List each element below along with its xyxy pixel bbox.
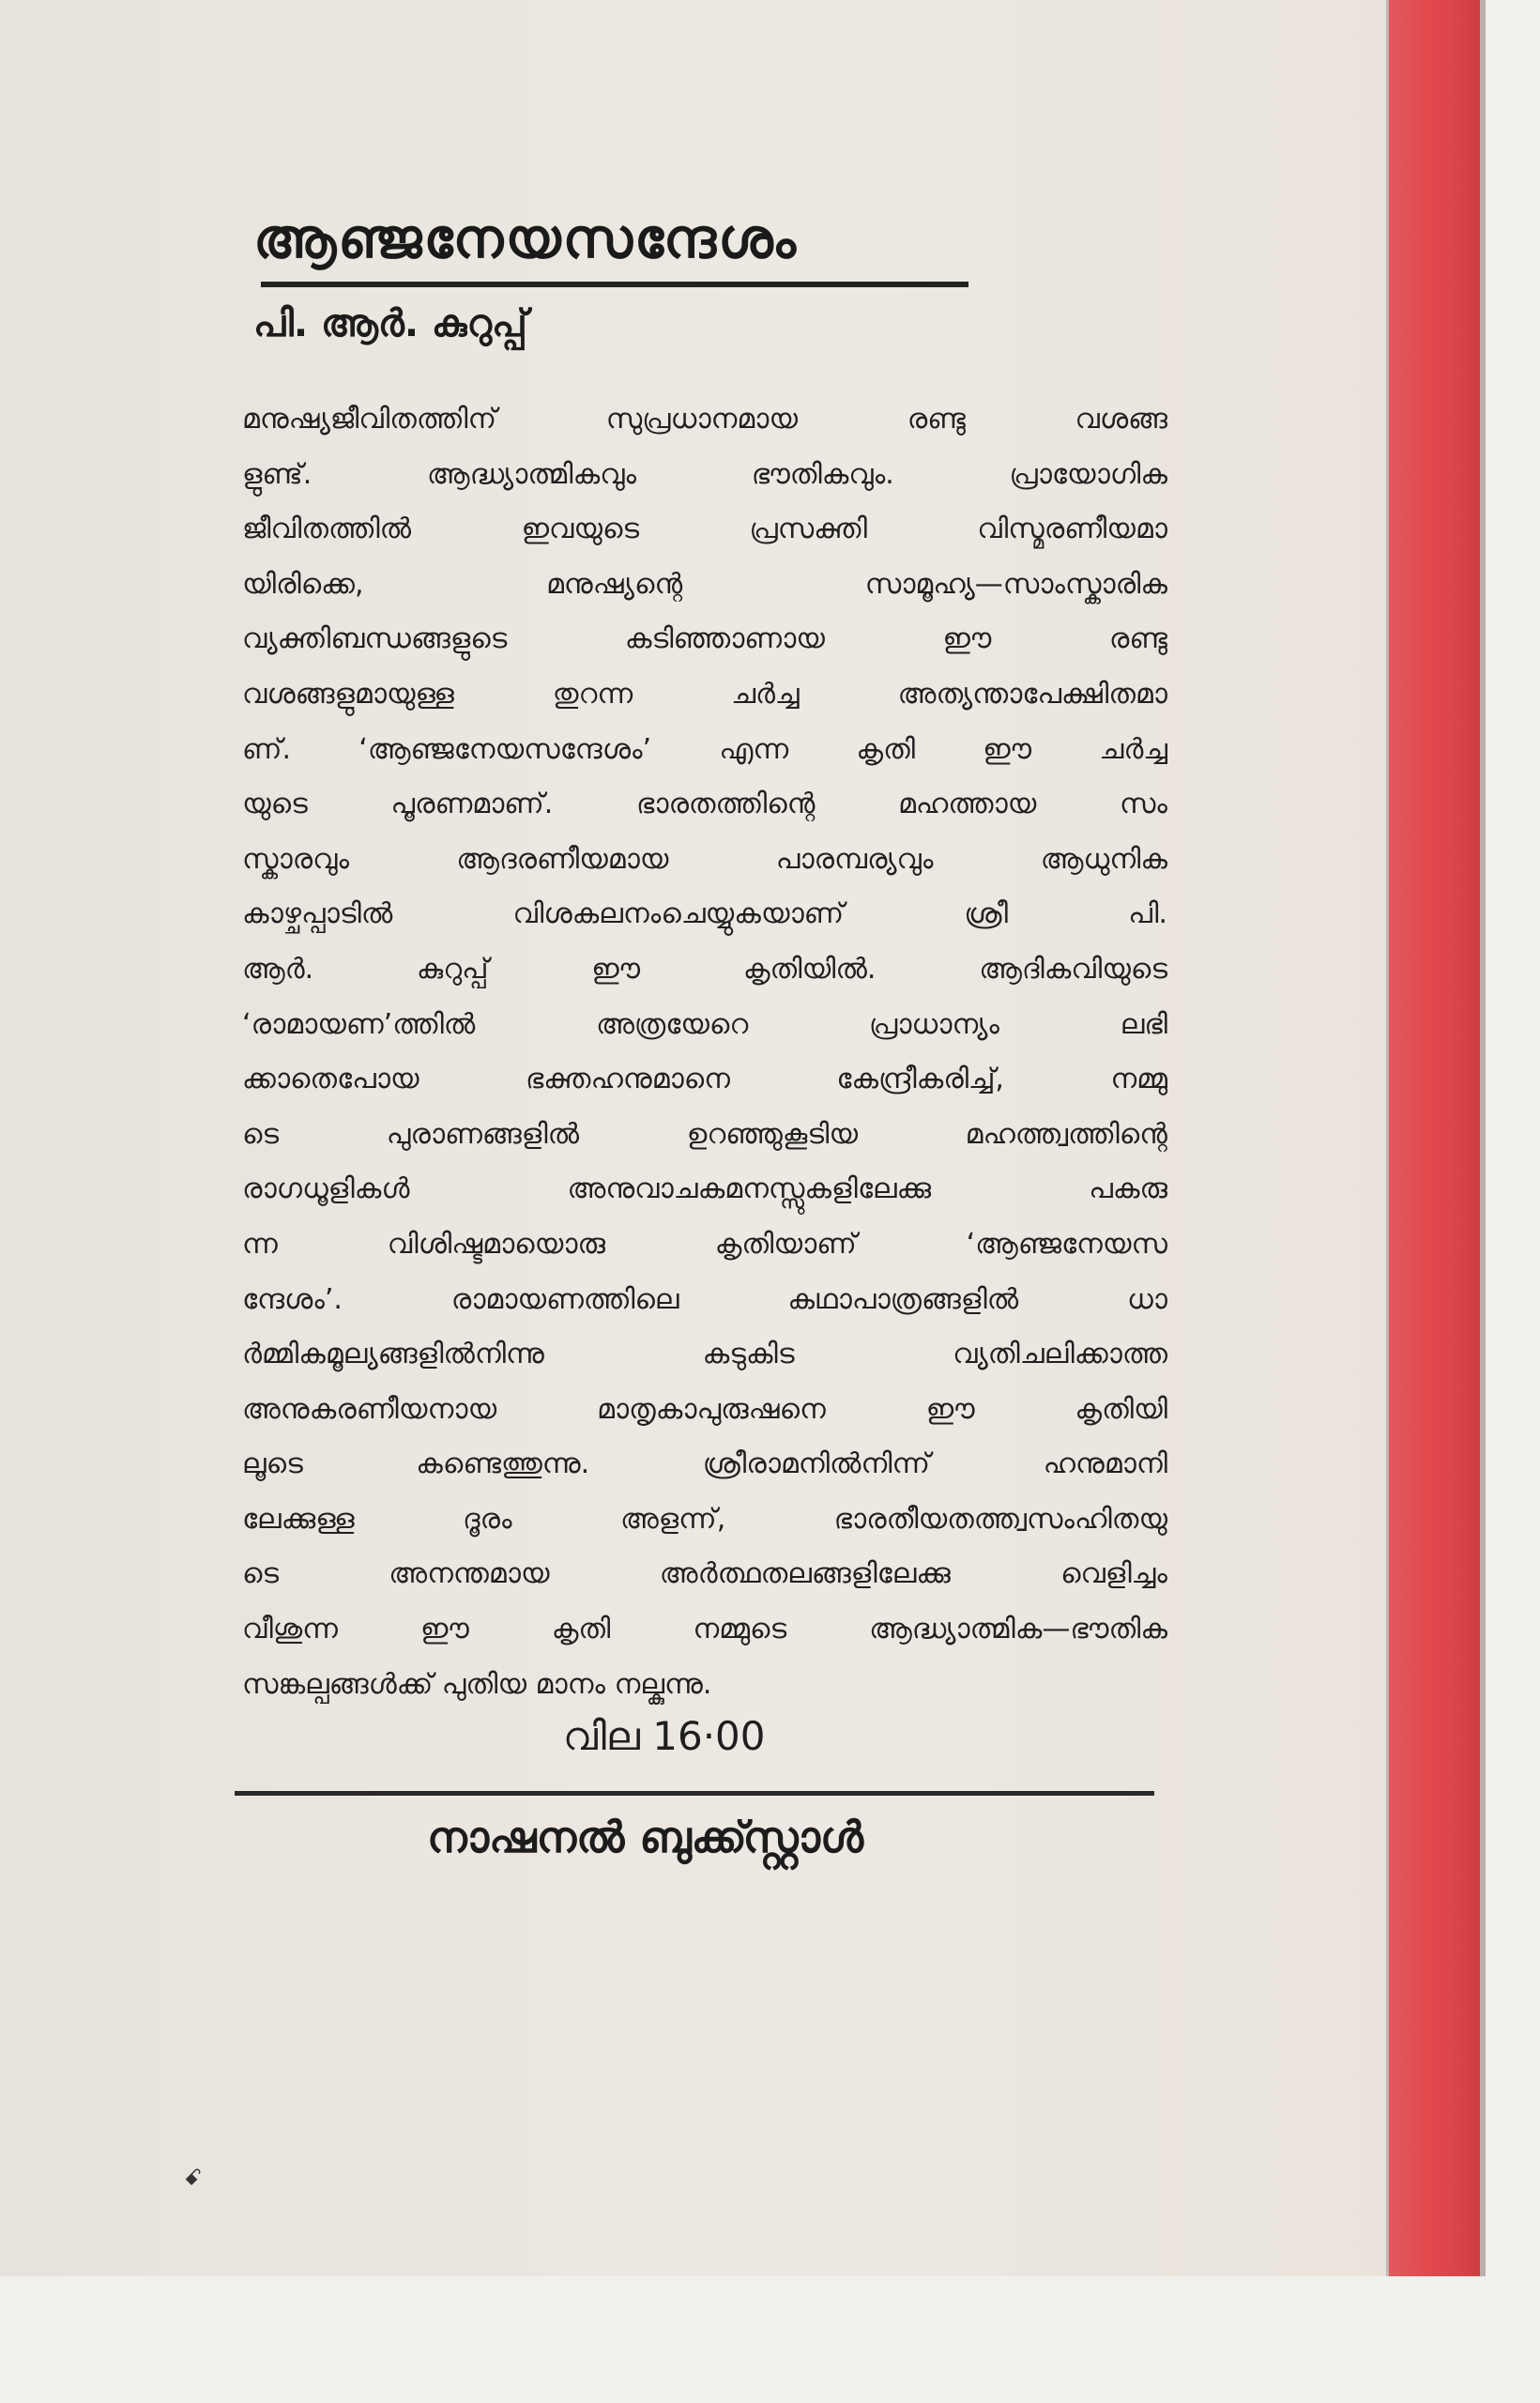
price-label: വില 16·00 <box>563 1713 766 1759</box>
blurb-line: മനുഷ്യജീവിതത്തിന് സുപ്രധാനമായ രണ്ടു വശങ്ങ <box>242 403 1167 436</box>
blurb-line: സങ്കല്പങ്ങൾക്ക് പുതിയ മാനം നല്കുന്നു. <box>242 1667 712 1701</box>
blurb-line: അനുകരണീയനായ മാതൃകാപുരുഷനെ ഈ കൃതിയി <box>242 1392 1167 1426</box>
blurb-line: കാഴ്ചപ്പാടിൽ വിശകലനംചെയ്യുകയാണ് ശ്രീ പി. <box>242 897 1167 931</box>
blurb-line: ആർ. കുറുപ്പ് ഈ കൃതിയിൽ. ആദികവിയുടെ <box>242 952 1167 986</box>
spine-edge <box>1480 0 1486 2276</box>
scan-background <box>0 2276 1540 2403</box>
blurb-line: വശങ്ങളുമായുള്ള തുറന്ന ചർച്ച അത്യന്താപേക്ഷിതമാ <box>242 677 1167 711</box>
author-name: പി. ആർ. കുറുപ്പ് <box>253 302 527 345</box>
blurb-line: സ്കാരവും ആദരണീയമായ പാരമ്പര്യവും ആധുനിക <box>242 842 1167 876</box>
blurb-line: ന്ന വിശിഷ്ടമായൊരു കൃതിയാണ് ‘ആഞ്ജനേയസ <box>242 1227 1167 1261</box>
footer-divider <box>235 1791 1154 1796</box>
publisher-name: നാഷനൽ ബുക്ക്സ്റ്റാൾ <box>427 1812 864 1862</box>
blurb-line: യുടെ പൂരണമാണ്. ഭാരതത്തിന്റെ മഹത്തായ സം <box>242 788 1167 821</box>
blurb-line: ‘രാമായണ’ത്തിൽ അത്രയേറെ പ്രാധാന്യം ലഭി <box>242 1007 1167 1041</box>
blurb-line: ലേക്കുള്ള ദൂരം അളന്ന്, ഭാരതീയതത്ത്വസംഹിതയു <box>242 1502 1167 1536</box>
blurb-line: ർമ്മികമൂല്യങ്ങളിൽനിന്നു കടുകിട വ്യതിചലിക്കാത്ത <box>242 1338 1167 1371</box>
blurb-line: ണ്. ‘ആഞ്ജനേയസന്ദേശം’ എന്ന കൃതി ഈ ചർച്ച <box>242 732 1167 766</box>
blurb-line: ന്ദേശം’. രാമായണത്തിലെ കഥാപാത്രങ്ങളിൽ ധാ <box>242 1282 1167 1316</box>
blurb-line: യിരിക്കെ, മനുഷ്യന്റെ സാമൂഹ്യ—സാംസ്കാരിക <box>242 567 1167 601</box>
blurb-line: രാഗധൂളികൾ അനുവാചകമനസ്സുകളിലേക്കു പകരു <box>242 1172 1167 1206</box>
blurb-line: വീശുന്ന ഈ കൃതി നമ്മുടെ ആദ്ധ്യാത്മിക—ഭൗതിക <box>242 1613 1167 1646</box>
blurb-line: ടെ അനന്തമായ അർത്ഥതലങ്ങളിലേക്കു വെളിച്ചം <box>242 1557 1167 1591</box>
book-spine <box>1386 0 1483 2276</box>
title-underline <box>261 282 968 287</box>
blurb <box>242 392 1167 1712</box>
blurb-line: ക്കാതെപോയ ഭക്തഹനുമാനെ കേന്ദ്രീകരിച്ച്, നമ്മു <box>242 1063 1167 1096</box>
blurb-line: ലൂടെ കണ്ടെത്തുന്നു. ശ്രീരാമനിൽനിന്ന് ഹനുമാനി <box>242 1447 1167 1481</box>
blurb-line: ജീവിതത്തിൽ ഇവയുടെ പ്രസക്തി വിസ്മരണീയമാ <box>242 513 1167 546</box>
corner-mark: ꗃ <box>184 2165 203 2191</box>
blurb-line: ളുണ്ട്. ആദ്ധ്യാത്മികവും ഭൗതികവും. പ്രായോഗിക <box>242 457 1167 491</box>
book-title: ആഞ്ജനേയസന്ദേശം <box>253 207 798 270</box>
blurb-line: വ്യക്തിബന്ധങ്ങളുടെ കടിഞ്ഞാണായ ഈ രണ്ടു <box>242 622 1167 656</box>
blurb-line: ടെ പുരാണങ്ങളിൽ ഉറഞ്ഞുകൂടിയ മഹത്ത്വത്തിന്റെ <box>242 1117 1167 1151</box>
